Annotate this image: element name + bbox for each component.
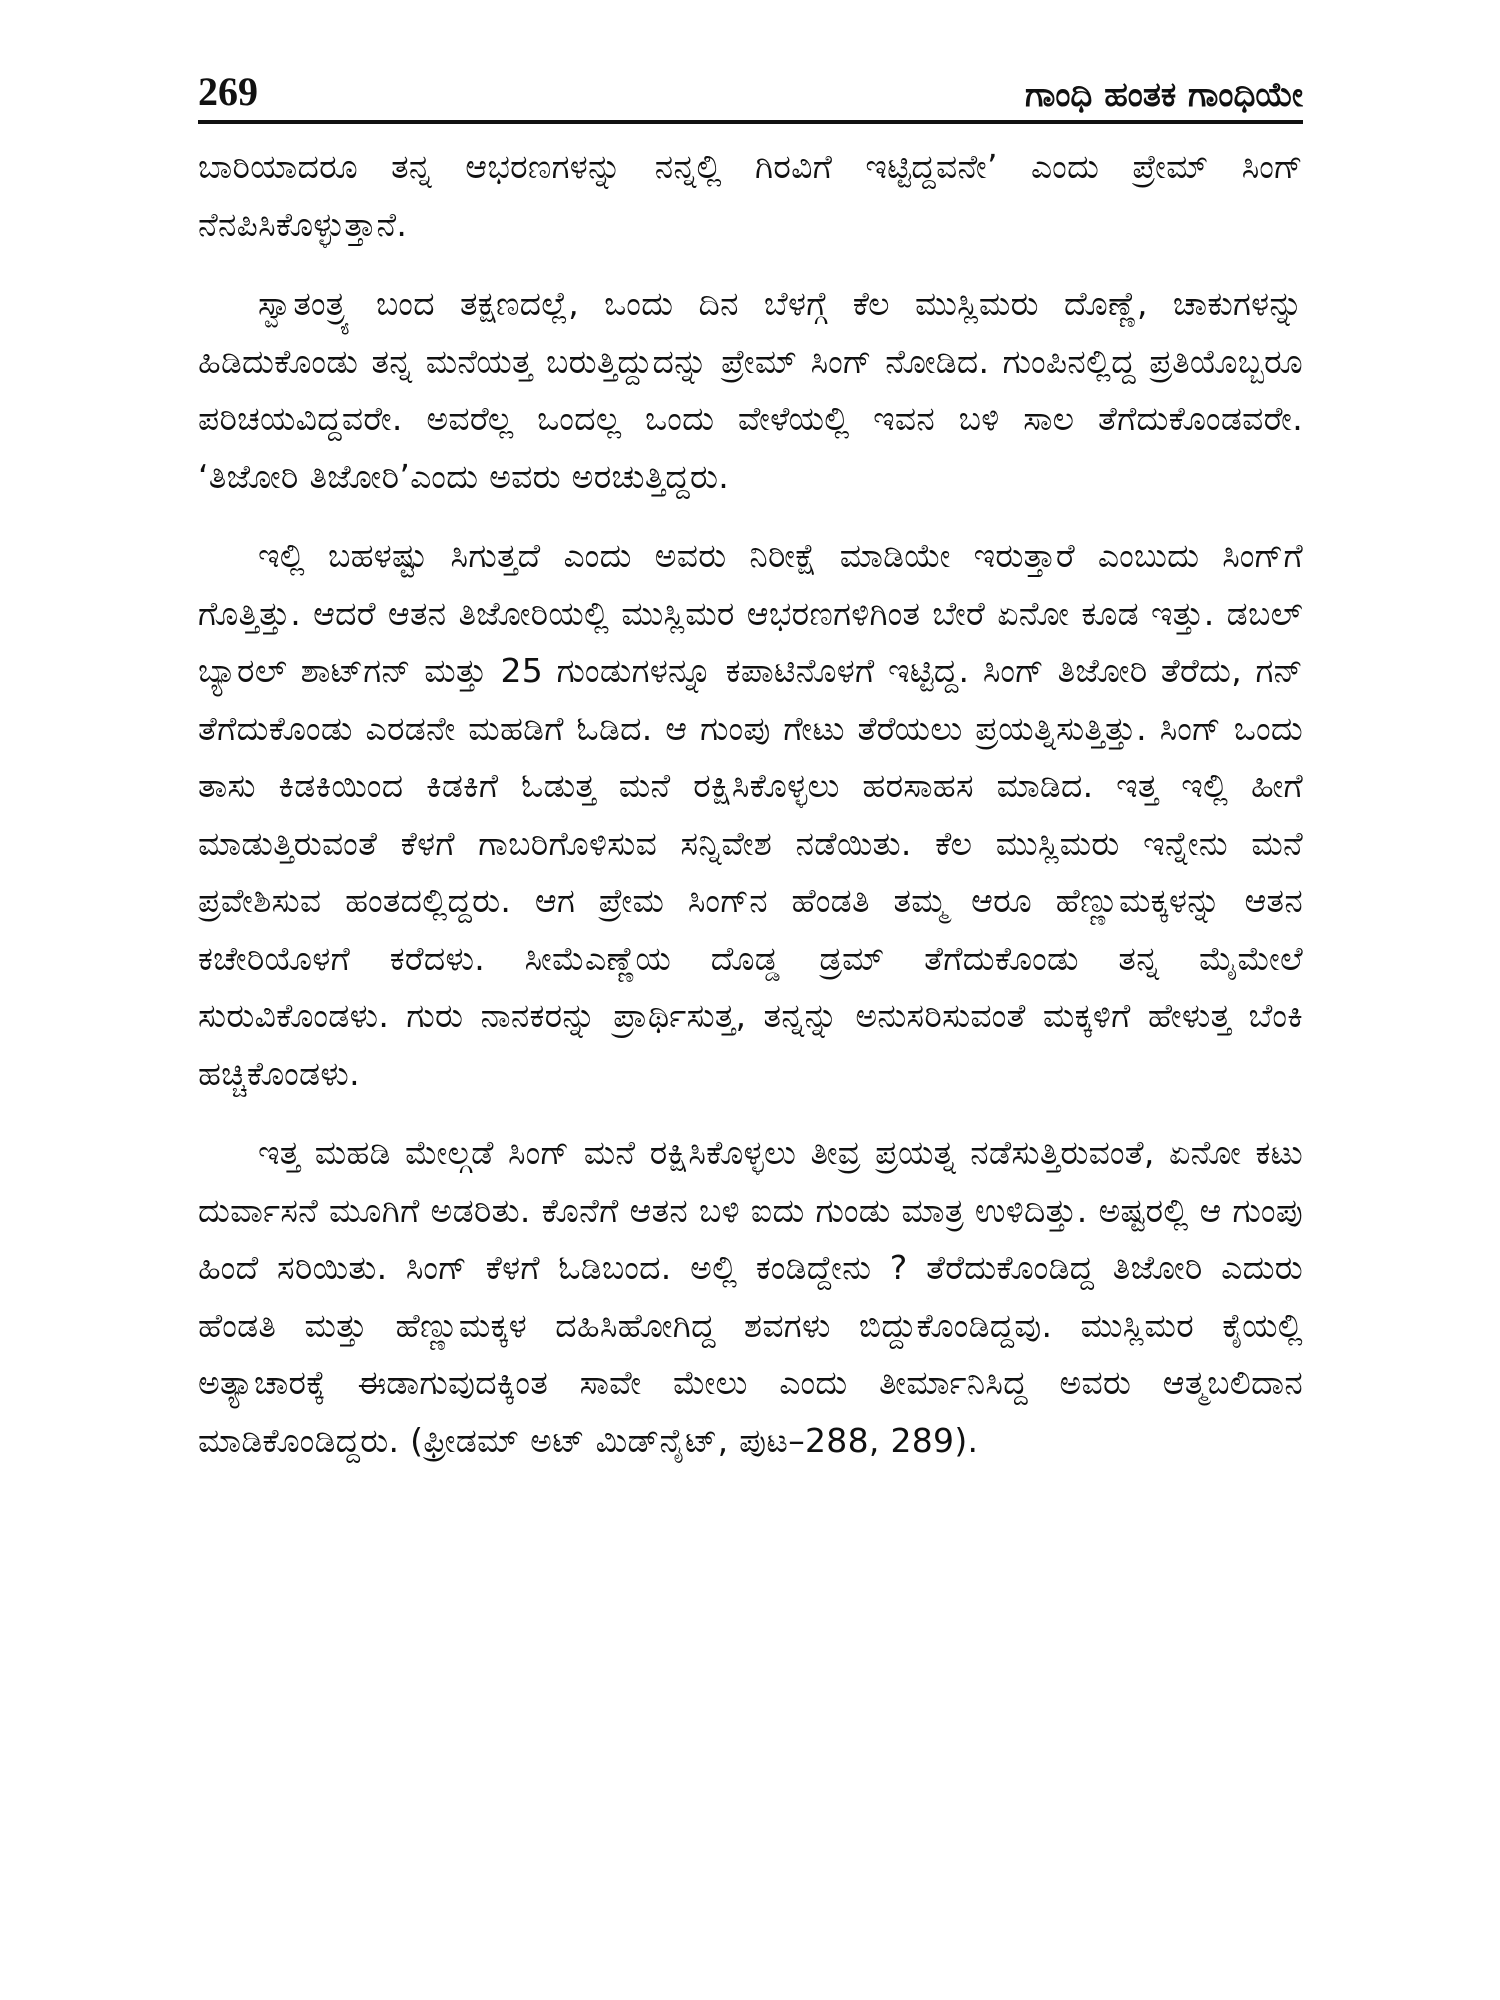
paragraph: ಸ್ವಾತಂತ್ರ್ಯ ಬಂದ ತಕ್ಷಣದಲ್ಲೆ, ಒಂದು ದಿನ ಬೆಳಗ್ಗೆ ಕೆಲ ಮುಸ್ಲಿಮರು ದೊಣ್ಣೆ, ಚಾಕುಗಳನ್ನು ಹಿಡಿದುಕೊಂಡು ತನ್ನ ಮನೆಯತ್ತ ಬರುತ್ತಿದ್ದುದನ್ನು ಪ್ರೇಮ್ ಸಿಂಗ್ ನೋಡಿದ. ಗುಂಪಿನಲ್ಲಿದ್ದ ಪ್ರತಿಯೊಬ್ಬರೂ ಪರಿಚಯವಿದ್ದವರೇ. ಅವರೆಲ್ಲ ಒಂದಲ್ಲ ಒಂದು ವೇಳೆಯಲ್ಲಿ ಇವನ ಬಳಿ ಸಾಲ ತೆಗೆದುಕೊಂಡವರೇ. ‘ತಿಜೋರಿ ತಿಜೋರಿ’ಎಂದು ಅವರು ಅರಚುತ್ತಿದ್ದರು. [198, 284, 1303, 496]
paragraph: ಇತ್ತ ಮಹಡಿ ಮೇಲ್ಗಡೆ ಸಿಂಗ್ ಮನೆ ರಕ್ಷಿಸಿಕೊಳ್ಳಲು ತೀವ್ರ ಪ್ರಯತ್ನ ನಡೆಸುತ್ತಿರುವಂತೆ, ಏನೋ ಕಟು ದುರ್ವಾಸನೆ ಮೂಗಿಗೆ ಅಡರಿತು. ಕೊನೆಗೆ ಆತನ ಬಳಿ ಐದು ಗುಂಡು ಮಾತ್ರ ಉಳಿದಿತ್ತು. ಅಷ್ಟರಲ್ಲಿ ಆ ಗುಂಪು ಹಿಂದೆ ಸರಿಯಿತು. ಸಿಂಗ್ ಕೆಳಗೆ ಓಡಿಬಂದ. ಅಲ್ಲಿ ಕಂಡಿದ್ದೇನು ? ತೆರೆದುಕೊಂಡಿದ್ದ ತಿಜೋರಿ ಎದುರು ಹೆಂಡತಿ ಮತ್ತು ಹೆಣ್ಣುಮಕ್ಕಳ ದಹಿಸಿಹೋಗಿದ್ದ ಶವಗಳು ಬಿದ್ದುಕೊಂಡಿದ್ದವು. ಮುಸ್ಲಿಮರ ಕೈಯಲ್ಲಿ ಅತ್ಯಾಚಾರಕ್ಕೆ ಈಡಾಗುವುದಕ್ಕಿಂತ ಸಾವೇ ಮೇಲು ಎಂದು ತೀರ್ಮಾನಿಸಿದ್ದ ಅವರು ಆತ್ಮಬಲಿದಾನ ಮಾಡಿಕೊಂಡಿದ್ದರು. (ಫ್ರೀಡಮ್ ಅಟ್ ಮಿಡ್‌ನೈಟ್, ಪುಟ–288, 289). [198, 1133, 1303, 1460]
paragraph: ಇಲ್ಲಿ ಬಹಳಷ್ಟು ಸಿಗುತ್ತದೆ ಎಂದು ಅವರು ನಿರೀಕ್ಷೆ ಮಾಡಿಯೇ ಇರುತ್ತಾರೆ ಎಂಬುದು ಸಿಂಗ್‌ಗೆ ಗೊತ್ತಿತ್ತು. ಆದರೆ ಆತನ ತಿಜೋರಿಯಲ್ಲಿ ಮುಸ್ಲಿಮರ ಆಭರಣಗಳಿಗಿಂತ ಬೇರೆ ಏನೋ ಕೂಡ ಇತ್ತು. ಡಬಲ್ ಬ್ಯಾರಲ್ ಶಾಟ್‌ಗನ್ ಮತ್ತು 25 ಗುಂಡುಗಳನ್ನೂ ಕಪಾಟಿನೊಳಗೆ ಇಟ್ಟಿದ್ದ. ಸಿಂಗ್ ತಿಜೋರಿ ತೆರೆದು, ಗನ್ ತೆಗೆದುಕೊಂಡು ಎರಡನೇ ಮಹಡಿಗೆ ಓಡಿದ. ಆ ಗುಂಪು ಗೇಟು ತೆರೆಯಲು ಪ್ರಯತ್ನಿಸುತ್ತಿತ್ತು. ಸಿಂಗ್ ಒಂದು ತಾಸು ಕಿಡಕಿಯಿಂದ ಕಿಡಕಿಗೆ ಓಡುತ್ತ ಮನೆ ರಕ್ಷಿಸಿಕೊಳ್ಳಲು ಹರಸಾಹಸ ಮಾಡಿದ. ಇತ್ತ ಇಲ್ಲಿ ಹೀಗೆ ಮಾಡುತ್ತಿರುವಂತೆ ಕೆಳಗೆ ಗಾಬರಿಗೊಳಿಸುವ ಸನ್ನಿವೇಶ ನಡೆಯಿತು. ಕೆಲ ಮುಸ್ಲಿಮರು ಇನ್ನೇನು ಮನೆ ಪ್ರವೇಶಿಸುವ ಹಂತದಲ್ಲಿದ್ದರು. ಆಗ ಪ್ರೇಮ ಸಿಂಗ್‌ನ ಹೆಂಡತಿ ತಮ್ಮ ಆರೂ ಹೆಣ್ಣುಮಕ್ಕಳನ್ನು ಆತನ ಕಚೇರಿಯೊಳಗೆ ಕರೆದಳು. ಸೀಮೆಎಣ್ಣೆಯ ದೊಡ್ಡ ಡ್ರಮ್ ತೆಗೆದುಕೊಂಡು ತನ್ನ ಮೈಮೇಲೆ ಸುರುವಿಕೊಂಡಳು. ಗುರು ನಾನಕರನ್ನು ಪ್ರಾರ್ಥಿಸುತ್ತ, ತನ್ನನ್ನು ಅನುಸರಿಸುವಂತೆ ಮಕ್ಕಳಿಗೆ ಹೇಳುತ್ತ ಬೆಂಕಿ ಹಚ್ಚಿಕೊಂಡಳು. [198, 536, 1303, 1093]
page-header [198, 52, 1303, 115]
page-number: 269 [198, 69, 258, 114]
body-text [198, 138, 1303, 1491]
header-rule [198, 120, 1303, 124]
paragraph: ಬಾರಿಯಾದರೂ ತನ್ನ ಆಭರಣಗಳನ್ನು ನನ್ನಲ್ಲಿ ಗಿರವಿಗೆ ಇಟ್ಟಿದ್ದವನೇ’ ಎಂದು ಪ್ರೇಮ್ ಸಿಂಗ್ ನೆನಪಿಸಿಕೊಳ್ಳುತ್ತಾನೆ. [198, 147, 1303, 244]
running-title: ಗಾಂಧಿ ಹಂತಕ ಗಾಂಧಿಯೇ [1024, 75, 1303, 115]
